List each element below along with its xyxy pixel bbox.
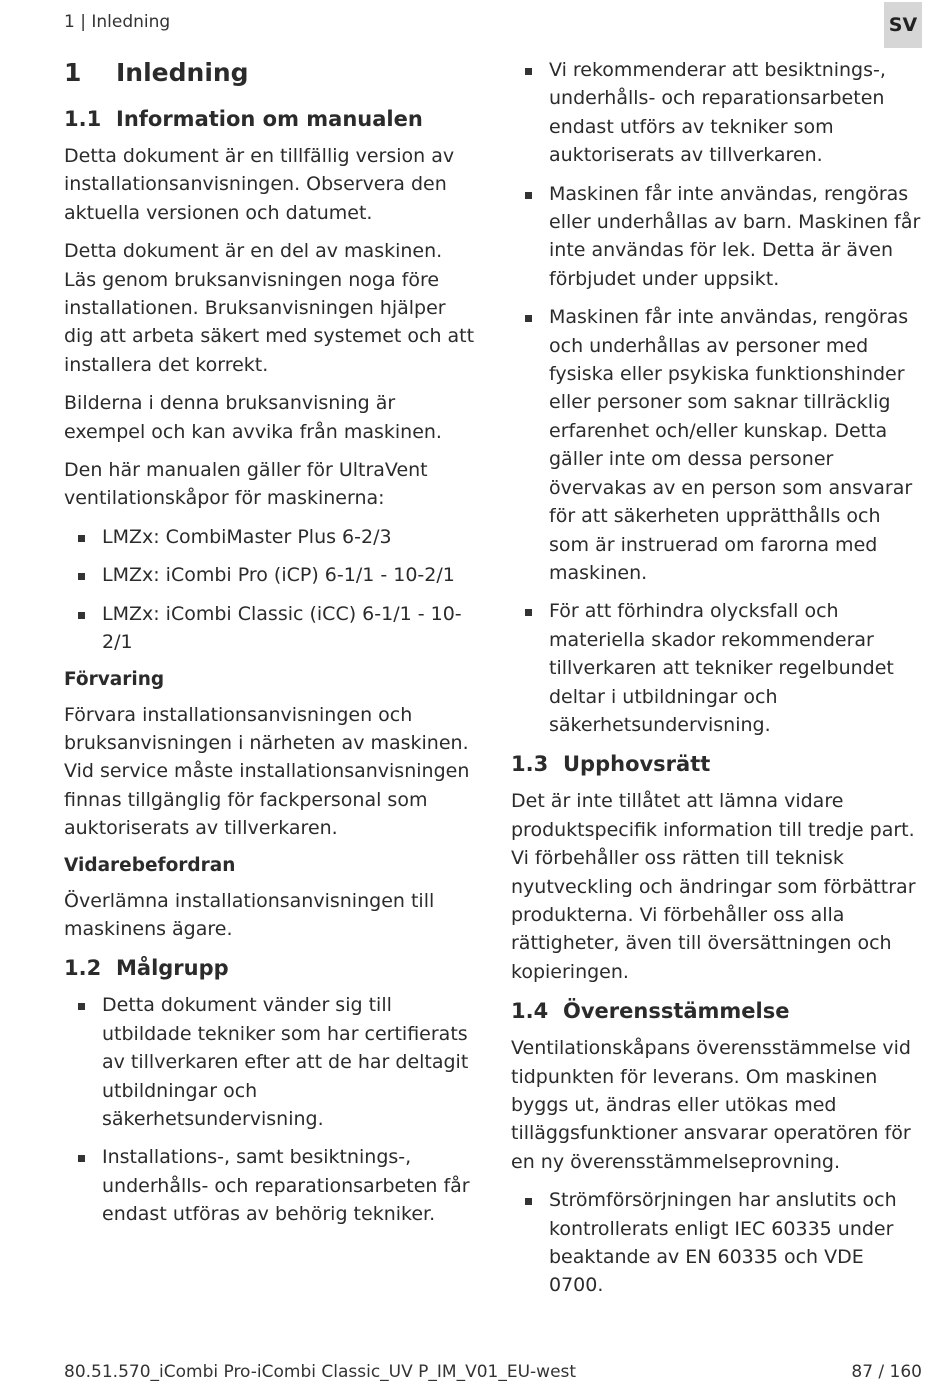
list-item: Maskinen får inte användas, rengöras eller underhållas av barn. Maskinen får inte användas för lek. Detta är även förbjudet under uppsikt.: [511, 180, 923, 294]
paragraph: Detta dokument är en tillfällig version av installationsanvisningen. Observera den aktuella versionen och datumet.: [64, 145, 455, 224]
list-item: Installations-, samt besiktnings-, underhålls- och reparationsarbeten får endast utföras av behörig tekniker.: [64, 1143, 476, 1228]
left-column: [64, 56, 476, 1239]
forward-heading: Vidarebefordran: [64, 854, 236, 876]
chapter-heading: [64, 56, 476, 90]
chapter-number: 1: [64, 58, 82, 87]
paragraph: Överlämna installationsanvisningen till maskinens ägare.: [64, 889, 435, 940]
list-item: LMZx: iCombi Classic (iCC) 6-1/1 - 10-2/1: [64, 600, 476, 657]
paragraph: Den här manualen gäller för UltraVent ventilationskåpor för maskinerna:: [64, 459, 428, 510]
conformity-list: [511, 1186, 923, 1300]
list-item: Detta dokument vänder sig till utbildade tekniker som har certifierats av tillverkaren efter att de har deltagit utbildningar och säkerhetsundervisning.: [64, 991, 476, 1133]
target-group-list-cont: [511, 56, 923, 739]
section-heading-1-1: 1.1 Information om manualen: [64, 107, 423, 131]
section-heading-1-4: 1.4 Överensstämmelse: [511, 999, 790, 1024]
section-heading-1-3: 1.3 Upphovsrätt: [511, 752, 711, 777]
right-column: [511, 56, 923, 1310]
list-item: LMZx: iCombi Pro (iCP) 6-1/1 - 10-2/1: [64, 561, 476, 589]
paragraph: Förvara installationsanvisningen och bruksanvisningen i närheten av maskinen. Vid service måste installationsanvisningen finnas tillgänglig för fackpersonal som auktoriserats av tillverkaren.: [64, 703, 470, 840]
model-list: [64, 523, 476, 657]
paragraph: Bilderna i denna bruksanvisning är exempel och kan avvika från maskinen.: [64, 392, 442, 443]
paragraph: Detta dokument är en del av maskinen. Läs genom bruksanvisningen noga före installationen. Bruksanvisningen hjälper dig att arbeta säkert med systemet och att installera det korrekt.: [64, 240, 475, 376]
list-item: Vi rekommenderar att besiktnings-, underhålls- och reparationsarbeten endast utförs av tekniker som auktoriserats av tillverkaren.: [511, 56, 923, 170]
list-item: Maskinen får inte användas, rengöras och underhållas av personer med fysiska eller psykiska funktionshinder eller personer som saknar tillräcklig erfarenhet och/eller kunskap. Detta gäller inte om dessa personer övervakas av en person som ansvarar för att säkerheten upprätthålls och som är instruerad om farorna med maskinen.: [511, 303, 923, 587]
storage-heading: Förvaring: [64, 668, 165, 690]
paragraph: Det är inte tillåtet att lämna vidare produktspecifik information till tredje part. Vi förbehåller oss rätten till teknisk nyutveckling och ändringar som förbättrar produkterna. Vi förbehåller oss alla rättigheter, även till översättningen och kopieringen.: [511, 790, 916, 983]
running-head: 1 | Inledning: [64, 12, 171, 32]
page-number: 87 / 160: [851, 1362, 922, 1382]
list-item: LMZx: CombiMaster Plus 6-2/3: [64, 523, 476, 551]
language-badge: SV: [884, 2, 922, 48]
target-group-list: [64, 991, 476, 1228]
list-item: Strömförsörjningen har anslutits och kontrollerats enligt IEC 60335 under beaktande av EN 60335 och VDE 0700.: [511, 1186, 923, 1300]
section-heading-1-2: 1.2 Målgrupp: [64, 956, 229, 981]
list-item: För att förhindra olycksfall och materiella skador rekommenderar tillverkaren att tekniker regelbundet deltar i utbildningar och säkerhetsundervisning.: [511, 597, 923, 739]
chapter-title: Inledning: [116, 58, 249, 87]
paragraph: Ventilationskåpans överensstämmelse vid tidpunkten för leverans. Om maskinen byggs ut, ändras eller utökas med tilläggsfunktioner ansvarar operatören för en ny överensstämmelseprovning.: [511, 1037, 911, 1173]
footer-doc-id: 80.51.570_iCombi Pro-iCombi Classic_UV P_IM_V01_EU-west: [64, 1362, 577, 1382]
